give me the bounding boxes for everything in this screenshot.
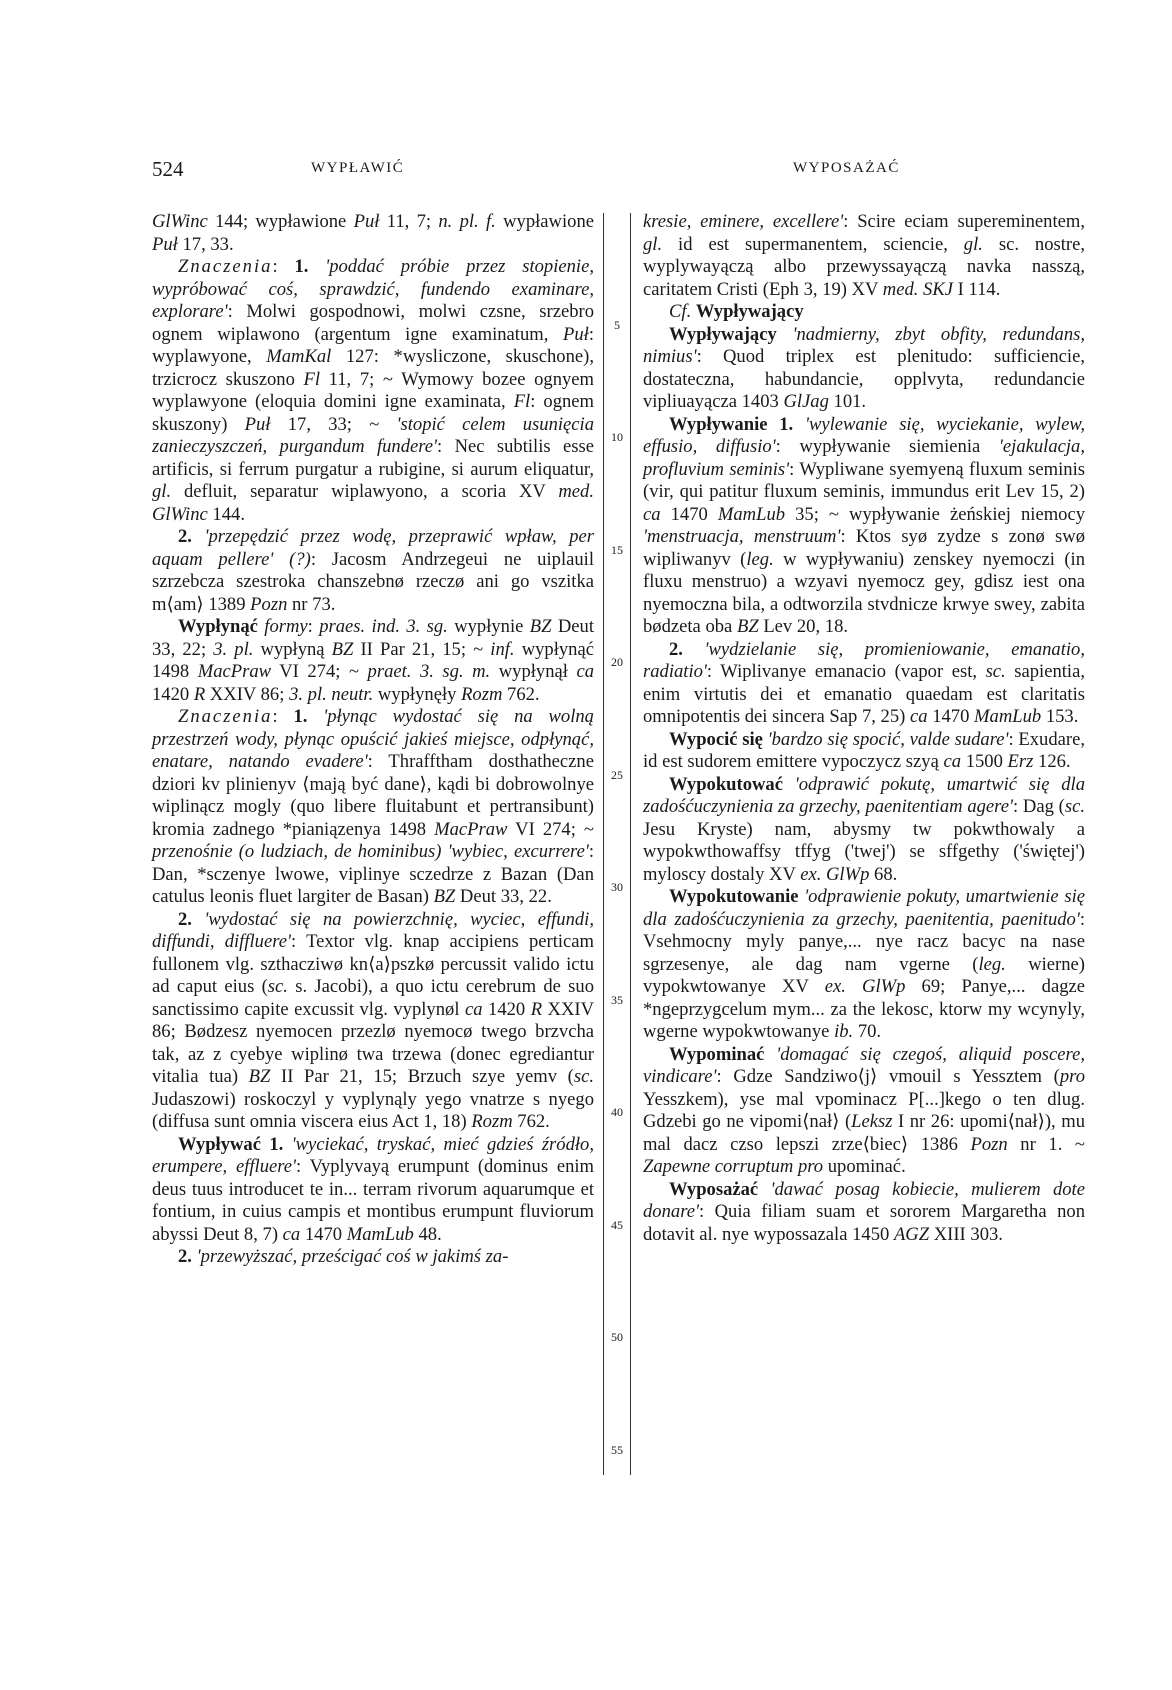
entry-paragraph: Wypocić się 'bardzo się spocić, valde sudare': Exudare, id est sudorem emittere vypoczycz szyą ca 1500 Erz 126. xyxy=(643,728,1085,772)
entry-paragraph: Cf. Wypływający xyxy=(669,301,804,322)
running-head-left: WYPŁAWIĆ xyxy=(311,160,405,176)
entry-paragraph: 2. 'wydzielanie się, promieniowanie, emanatio, radiatio': Wiplivanye emanacio (vapor est, sc. sapientia, enim virtutis dei et emanatio quaedam est claritatis omnipotentis dei sincera Sap 7, 25) ca 1470 MamLub 153. xyxy=(643,638,1085,727)
line-number: 25 xyxy=(611,768,623,782)
line-number: 45 xyxy=(611,1218,623,1232)
entry-paragraph: Wypokutowanie 'odprawienie pokuty, umartwienie się dla zadośćuczynienia za grzechy, paenitentia, paenitudo': Vsehmocny myly panye,... nye racz bacyc na nase sgrzesenye, ale dag nam vgerne (leg. wierne) vypokwtowanye XV ex. GlWp 69; Panye,... dagze *ngeprzygcelum mym... za the lekosc, ktorw my wcynyly, wgerne wypokwtowanye ib. 70. xyxy=(643,886,1085,1042)
line-number: 15 xyxy=(611,543,623,557)
entry-paragraph: Znaczenia: 1. 'poddać próbie przez stopienie, wypróbować coś, sprawdzić, fundendo examinare, explorare': Molwi gospodnowi, molwi czsne, srzebro ognem wiplawono (argentum igne examinatum, Puł: wyplawyone, MamKal 127: *wysliczone, skuschone), trzicrocz skuszono Fl 11, 7; ~ Wymowy bozee ognyem wyplawyone (eloquia domini igne examinata, Fl: ognem skuszony) Puł 17, 33; ~ 'stopić celem usunięcia zanieczyszczeń, purgandum fundere': Nec subtilis esse artificis, si ferrum purgatur a rubigine, si aurum eliquatur, gl. defluit, separatur wiplawyono, a scoria XV med. GlWinc 144. xyxy=(152,256,595,525)
right-column xyxy=(643,211,1085,1246)
line-number: 10 xyxy=(611,430,623,444)
page-number: 524 xyxy=(152,157,184,181)
left-column xyxy=(152,211,594,1269)
line-number: 30 xyxy=(611,880,623,894)
entry-paragraph: Wypominać 'domagać się czegoś, aliquid poscere, vindicare': Gdze Sandziwo⟨j⟩ vmouil s Yessztem (pro Yesszkem), yse mal vpominacz P[...]kego o ten dlug. Gdzebi go ne vipomi⟨nał⟩ (Leksz I nr 26: upomi⟨nał⟩), mu mal dacz czso lepszi zrze⟨biec⟩ 1386 Pozn nr 1. ~ Zapewne corruptum pro upominać. xyxy=(643,1043,1085,1177)
entry-paragraph: Wypływający 'nadmierny, zbyt obfity, redundans, nimius': Quod triplex est plenitudo: sufficiencie, dostateczna, habundancie, opplvyta, redundancie vipliuayącza 1403 GlJag 101. xyxy=(643,323,1085,412)
line-number: 55 xyxy=(611,1443,623,1457)
column-rule-right xyxy=(630,213,631,1475)
line-number: 40 xyxy=(611,1105,623,1119)
line-number: 50 xyxy=(611,1330,623,1344)
entry-paragraph: 2. 'wydostać się na powierzchnię, wyciec, effundi, diffundi, diffluere': Textor vlg. knap accipiens perticam fullonem vlg. szthacziwø kn⟨a⟩pszkø percussit valido ictu ad caput eius (sc. s. Jacobi), a quo ictu cerebrum de suo sanctissimo capite excussit vlg. vyplynøl ca 1420 R XXIV 86; Bødzesz nyemocen przezlø nyemocø twego brzvcha tak, az z cyebye wiplinø twa trzewa (donec egrediantur vitalia tua) BZ II Par 21, 15; Brzuch szye yemv (sc. Judaszowi) roskoczyl y vyplynąly yego vnatrze s nyego (diffusa sunt omnia viscera eius Act 1, 18) Rozm 762. xyxy=(152,908,595,1132)
column-rule-left xyxy=(603,213,604,1475)
line-number: 35 xyxy=(611,993,623,1007)
entry-paragraph: Wypływać 1. 'wyciekać, tryskać, mieć gdzieś źródło, erumpere, effluere': Vyplyvayą erumpunt (dominus enim deus tuus introducet te in... terram rivorum aquarumque et fontium, in cuius campis et montibus erumpunt fluviorum abyssi Deut 8, 7) ca 1470 MamLub 48. xyxy=(152,1133,594,1245)
entry-paragraph: Znaczenia: 1. 'płynąc wydostać się na wolną przestrzeń wody, płynąc opuścić jakieś miejsce, odpłynąć, enatare, natando evadere': Thrafftham dosthatheczne dziori kv plinienyv ⟨mają być dane⟩, kądi bi dobrowolnye wiplinącz mogly (quo libere fluitabunt et pertransibunt) kromia zadnego *pianiązenya 1498 MacPraw VI 274; ~ przenośnie (o ludziach, de hominibus) 'wybiec, excurrere': Dan, *sczenye lwowe, viplinye sczedrze z Bazan (Dan catulus leonis fluet largiter de Basan) BZ Deut 33, 22. xyxy=(152,706,594,907)
entry-paragraph: 2. 'przepędzić przez wodę, przeprawić wpław, per aquam pellere' (?): Jacosm Andrzegeui ne uiplauil szrzebcza szestroka chanszebnø rzeczø ani go vszitka m⟨am⟩ 1389 Pozn nr 73. xyxy=(152,526,594,615)
entry-paragraph: Wypokutować 'odprawić pokutę, umartwić się dla zadośćuczynienia za grzechy, paenitentiam agere': Dag (sc. Jesu Kryste) nam, abysmy tw pokwthowaly a wypokwthowaffsy tffyg ('twej') se sffgethy ('świętej') myloscy dostaly XV ex. GlWp 68. xyxy=(643,773,1085,885)
entry-paragraph: Wypływanie 1. 'wylewanie się, wyciekanie, wylew, effusio, diffusio': wypływanie siemienia 'ejakulacja, profluvium seminis': Wypliwane syemyeną fluxum seminis (vir, qui patitur fluxum seminis, immundus erit Lev 15, 2) ca 1470 MamLub 35; ~ wypływanie żeńskiej niemocy 'menstruacja, menstruum': Ktos syø zydze s zonø swø wipliwanyv (leg. w wypływaniu) zenskey nyemoczi (in fluxu menstruo) a wzyavi nyemocz gey, gdisz iest ona nyemoczna bila, a odtworzila stvdnicze krwye swey, zabita bødzeta oba BZ Lev 20, 18. xyxy=(643,413,1086,637)
page-header xyxy=(0,157,1172,187)
running-head-right: WYPOSAŻAĆ xyxy=(793,160,900,176)
entry-paragraph: GlWinc 144; wypławione Puł 11, 7; n. pl. f. wypławione Puł 17, 33. xyxy=(152,211,594,255)
entry-paragraph: 2. 'przewyższać, prześcigać coś w jakimś za- xyxy=(178,1246,509,1267)
entry-paragraph: kresie, eminere, excellere': Scire eciam supereminentem, gl. id est supermanentem, sciencie, gl. sc. nostre, wyplywayączą albo przewyssayączą navka nasszą, caritatem Cristi (Eph 3, 19) XV med. SKJ I 114. xyxy=(643,211,1085,300)
entry-paragraph: Wyposażać 'dawać posag kobiecie, mulierem dote donare': Quia filiam suam et sororem Margaretha non dotavit al. nye wypossazala 1450 AGZ XIII 303. xyxy=(643,1178,1085,1245)
line-number: 5 xyxy=(614,318,620,332)
entry-paragraph: Wypłynąć formy: praes. ind. 3. sg. wypłynie BZ Deut 33, 22; 3. pl. wypłyną BZ II Par 21, 15; ~ inf. wypłynąć 1498 MacPraw VI 274; ~ praet. 3. sg. m. wypłynął ca 1420 R XXIV 86; 3. pl. neutr. wypłynęły Rozm 762. xyxy=(152,616,595,705)
line-number: 20 xyxy=(611,655,623,669)
